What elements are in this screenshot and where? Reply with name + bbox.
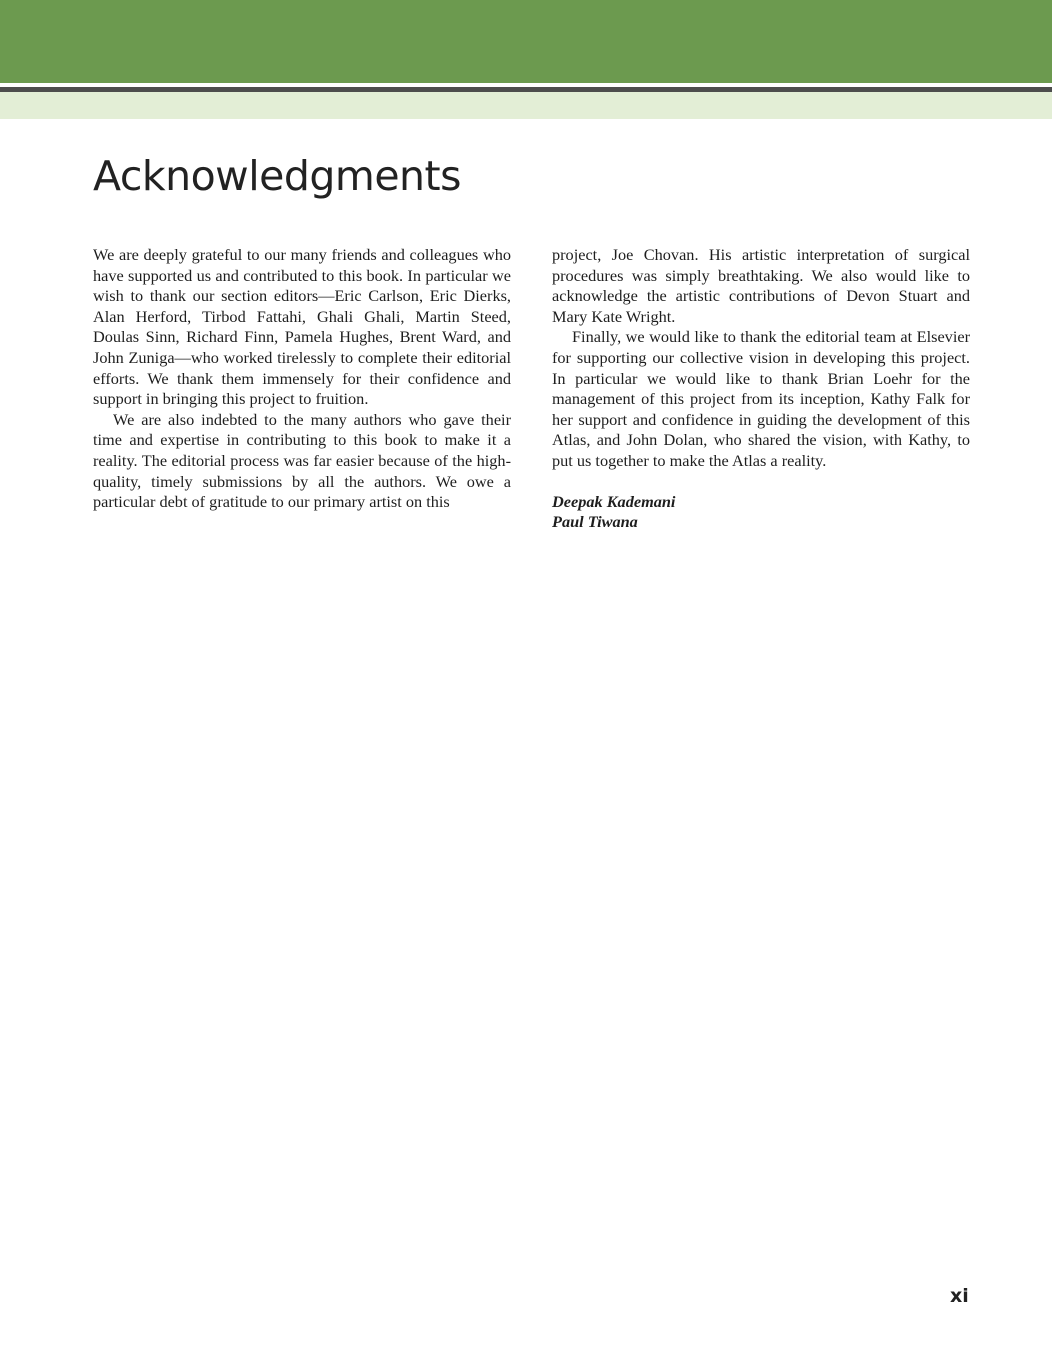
page-number: xi xyxy=(950,1285,969,1307)
paragraph: project, Joe Chovan. His artistic interpretation of surgical procedures was simply breathtaking. We also would like to acknowledge the artistic contributions of Devon Stuart and Mary Kate Wright. xyxy=(552,245,970,326)
signature-block xyxy=(552,492,970,533)
header-tint-band xyxy=(0,92,1052,119)
signature-name: Deepak Kademani xyxy=(552,491,676,511)
paragraph: Finally, we would like to thank the editorial team at Elsevier for supporting our collective vision in developing this project. In particular we would like to thank Brian Loehr for the management of this project from its inception, Kathy Falk for her support and confidence in guiding the development of this Atlas, and John Dolan, who shared the vision, with Kathy, to put us together to make the Atlas a reality. xyxy=(552,327,970,470)
paragraph: We are also indebted to the many authors who gave their time and expertise in contributing to this book to make it a reality. The editorial process was far easier because of the high-quality, timely submissions by all the authors. We owe a particular debt of gratitude to our primary artist on this xyxy=(93,409,511,512)
left-column xyxy=(93,245,511,513)
page-title: Acknowledgments xyxy=(93,152,461,200)
right-column xyxy=(552,245,970,533)
paragraph: We are deeply grateful to our many friends and colleagues who have supported us and contributed to this book. In particular we wish to thank our section editors—Eric Carlson, Eric Dierks, Alan Herford, Tirbod Fattahi, Ghali Ghali, Martin Steed, Doulas Sinn, Richard Finn, Pamela Hughes, Brent Ward, and John Zuniga—who worked tirelessly to complete their editorial efforts. We thank them immensely for their confidence and support in bringing this project to fruition. xyxy=(93,245,511,409)
signature-name: Paul Tiwana xyxy=(552,512,638,532)
header-band xyxy=(0,0,1052,83)
